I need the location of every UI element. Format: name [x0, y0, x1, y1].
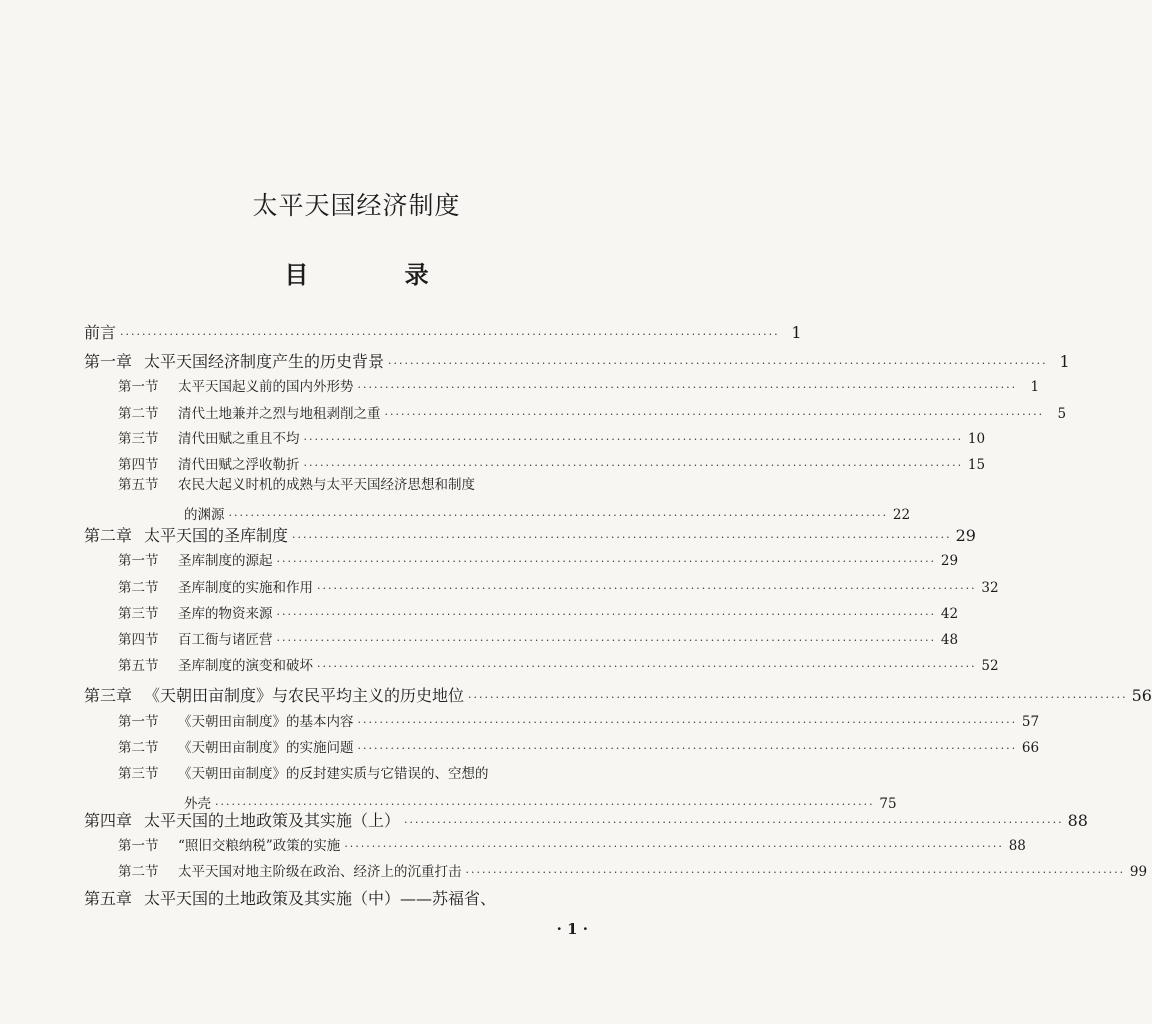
entry-title: 太平天国对地主阶级在政治、经济上的沉重打击	[178, 864, 462, 880]
entry-title: 清代土地兼并之烈与地租剥削之重	[178, 406, 381, 422]
entry-title: 圣库制度的演变和破坏	[178, 658, 313, 674]
toc-chapter-entry	[84, 683, 1152, 706]
dot-leader: ························································································································	[317, 660, 977, 673]
book-title: 太平天国经济制度	[252, 191, 461, 220]
toc-section-entry	[118, 834, 1026, 854]
entry-title: 圣库制度的实施和作用	[178, 580, 313, 596]
entry-title-continuation: 的渊源	[184, 507, 225, 523]
entry-title: 《天朝田亩制度》的基本内容	[178, 714, 354, 730]
entry-number: 第四章	[84, 811, 133, 830]
toc-section-entry	[118, 402, 1067, 422]
entry-number: 第二节	[118, 406, 159, 422]
dot-leader: ························································································································	[120, 328, 780, 341]
entry-title: 圣库制度的源起	[178, 553, 273, 569]
entry-page-number: 88	[1008, 838, 1026, 854]
entry-page-number: 99	[1129, 864, 1148, 880]
entry-number: 第一节	[118, 553, 159, 569]
entry-title: 太平天国起义前的国内外形势	[178, 379, 354, 395]
dot-leader: ························································································································	[388, 357, 1048, 370]
entry-page-number: 22	[892, 507, 911, 523]
entry-number: 第三节	[118, 766, 159, 782]
entry-number: 第五章	[84, 889, 133, 908]
entry-page-number: 56	[1131, 686, 1152, 705]
toc-section-entry	[118, 602, 959, 622]
entry-page-number: 1	[1059, 352, 1070, 371]
entry-page-number: 57	[1021, 714, 1040, 730]
toc-section-continuation	[184, 503, 911, 523]
entry-page-number: 52	[981, 658, 999, 674]
entry-number: 第二节	[118, 740, 159, 756]
entry-number: 第五节	[118, 658, 159, 674]
toc-section-entry	[118, 762, 602, 782]
entry-page-number: 75	[879, 796, 897, 812]
entry-page-number: 5	[1057, 406, 1067, 422]
toc-section-entry	[118, 375, 1040, 395]
entry-page-number: 48	[940, 632, 959, 648]
entry-number: 第三节	[118, 606, 159, 622]
entry-page-number: 29	[955, 526, 976, 545]
toc-section-entry	[118, 549, 959, 569]
dot-leader: ························································································································	[357, 742, 1018, 755]
entry-page-number: 15	[967, 457, 986, 473]
dot-leader: ························································································································	[276, 555, 937, 568]
dot-leader: ························································································································	[344, 840, 1004, 853]
toc-section-entry	[118, 473, 602, 493]
dot-leader: ························································································································	[215, 798, 875, 811]
entry-title: 《天朝田亩制度》的实施问题	[178, 740, 354, 756]
entry-number: 第二章	[84, 526, 133, 545]
dot-leader: ························································································································	[465, 866, 1126, 879]
entry-page-number: 88	[1067, 811, 1088, 830]
dot-leader: ························································································································	[292, 531, 952, 544]
entry-number: 第二节	[118, 864, 159, 880]
entry-title: 清代田赋之浮收勒折	[178, 457, 300, 473]
dot-leader: ························································································································	[303, 459, 964, 472]
toc-section-entry	[118, 427, 986, 447]
toc-section-entry	[118, 860, 1148, 880]
entry-title: 太平天国的圣库制度	[144, 526, 289, 545]
entry-page-number: 1	[791, 323, 802, 342]
dot-leader: ························································································································	[357, 381, 1018, 394]
entry-number: 第一节	[118, 838, 159, 854]
entry-page-number: 10	[967, 431, 986, 447]
page-number: · 1 ·	[556, 920, 588, 938]
entry-title: 《天朝田亩制度》与农民平均主义的历史地位	[144, 686, 465, 705]
entry-page-number: 1	[1030, 379, 1040, 395]
entry-number: 第一节	[118, 714, 159, 730]
entry-page-number: 66	[1021, 740, 1040, 756]
dot-leader: ························································································································	[468, 691, 1128, 704]
dot-leader: ························································································································	[404, 816, 1064, 829]
entry-number: 第三节	[118, 431, 159, 447]
toc-heading: 目 录	[284, 260, 473, 289]
dot-leader: ························································································································	[276, 634, 937, 647]
toc-section-entry	[118, 628, 959, 648]
entry-page-number: 32	[981, 580, 999, 596]
entry-title: 《天朝田亩制度》的反封建实质与它错误的、空想的	[178, 766, 489, 782]
entry-number: 第一章	[84, 352, 133, 371]
toc-section-entry	[118, 453, 986, 473]
entry-number: 第四节	[118, 457, 159, 473]
toc-section-entry	[118, 736, 1040, 756]
toc-chapter-entry	[84, 523, 976, 546]
entry-title: “照旧交粮纳税”政策的实施	[178, 838, 341, 854]
entry-number: 第一节	[118, 379, 159, 395]
entry-title: 百工衙与诸匠营	[178, 632, 273, 648]
dot-leader: ························································································································	[317, 582, 977, 595]
entry-number: 第三章	[84, 686, 133, 705]
dot-leader: ························································································································	[228, 509, 889, 522]
toc-chapter-entry	[84, 808, 1088, 831]
dot-leader: ························································································································	[276, 608, 937, 621]
toc-section-entry	[118, 654, 999, 674]
entry-number: 第四节	[118, 632, 159, 648]
entry-title: 太平天国的土地政策及其实施（上）	[144, 811, 401, 830]
entry-number: 第二节	[118, 580, 159, 596]
toc-chapter-entry	[84, 349, 1070, 372]
entry-page-number: 42	[940, 606, 959, 622]
entry-title: 太平天国的土地政策及其实施（中）——苏福省、	[144, 889, 497, 908]
entry-page-number: 29	[940, 553, 959, 569]
entry-title: 农民大起义时机的成熟与太平天国经济思想和制度	[178, 477, 475, 493]
toc-section-entry	[118, 710, 1040, 730]
toc-section-entry	[118, 576, 999, 596]
entry-title: 前言	[84, 323, 117, 342]
entry-title: 圣库的物资来源	[178, 606, 273, 622]
dot-leader: ························································································································	[357, 716, 1018, 729]
toc-chapter-entry	[84, 886, 602, 909]
entry-number: 第五节	[118, 477, 159, 493]
dot-leader: ························································································································	[303, 433, 964, 446]
entry-title: 清代田赋之重且不均	[178, 431, 300, 447]
entry-title: 太平天国经济制度产生的历史背景	[144, 352, 385, 371]
dot-leader: ························································································································	[384, 408, 1045, 421]
toc-chapter-entry	[84, 320, 802, 343]
entry-title-continuation: 外壳	[184, 796, 211, 812]
